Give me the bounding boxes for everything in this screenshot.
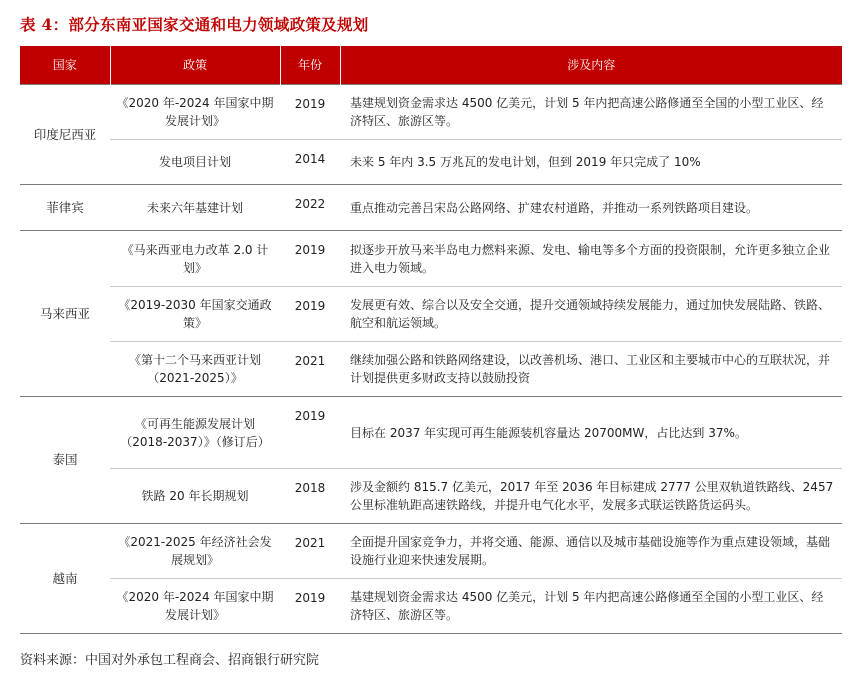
year-cell: 2019 [280, 579, 340, 634]
policy-cell: 《2019-2030 年国家交通政策》 [110, 287, 280, 342]
table-row [20, 287, 842, 342]
content-cell: 拟逐步开放马来半岛电力燃料来源、发电、输电等多个方面的投资限制，允许更多独立企业进入电力领域。 [340, 231, 842, 287]
policy-cell: 《2020 年-2024 年国家中期发展计划》 [110, 85, 280, 140]
policy-cell: 铁路 20 年长期规划 [110, 469, 280, 524]
content-cell: 基建规划资金需求达 4500 亿美元，计划 5 年内把高速公路修通至全国的小型工业区、经济特区、旅游区等。 [340, 579, 842, 634]
table-row [20, 397, 842, 469]
year-cell: 2021 [280, 524, 340, 579]
policy-cell: 《马来西亚电力改革 2.0 计划》 [110, 231, 280, 287]
table-row [20, 469, 842, 524]
country-cell-malaysia: 马来西亚 [20, 231, 110, 397]
table-row [20, 140, 842, 185]
content-cell: 全面提升国家竞争力，并将交通、能源、通信以及城市基础设施等作为重点建设领域，基础设施行业迎来快速发展期。 [340, 524, 842, 579]
year-cell: 2019 [280, 397, 340, 469]
content-cell: 发展更有效、综合以及安全交通，提升交通领域持续发展能力，通过加快发展陆路、铁路、航空和航运领域。 [340, 287, 842, 342]
header-country: 国家 [20, 46, 110, 85]
year-cell: 2021 [280, 342, 340, 397]
content-cell: 未来 5 年内 3.5 万兆瓦的发电计划，但到 2019 年只完成了 10% [340, 140, 842, 185]
policy-table [20, 46, 842, 634]
country-cell-vietnam: 越南 [20, 524, 110, 634]
table-row [20, 524, 842, 579]
header-row [20, 46, 842, 85]
country-cell-thailand: 泰国 [20, 397, 110, 524]
content-cell: 目标在 2037 年实现可再生能源装机容量达 20700MW，占比达到 37%。 [340, 397, 842, 469]
table-row [20, 579, 842, 634]
content-cell: 涉及金额约 815.7 亿美元，2017 年至 2036 年目标建成 2777 公里双轨道铁路线、2457 公里标准轨距高速铁路线，并提升电气化水平，发展多式联运铁路货运码头。 [340, 469, 842, 524]
policy-cell: 未来六年基建计划 [110, 185, 280, 231]
content-cell: 基建规划资金需求达 4500 亿美元，计划 5 年内把高速公路修通至全国的小型工业区、经济特区、旅游区等。 [340, 85, 842, 140]
year-cell: 2014 [280, 140, 340, 185]
source-note: 资料来源：中国对外承包工程商会、招商银行研究院 [20, 653, 320, 668]
country-cell-philippines: 菲律宾 [20, 185, 110, 231]
table-row [20, 231, 842, 287]
policy-cell: 《第十二个马来西亚计划（2021-2025）》 [110, 342, 280, 397]
policy-cell: 《可再生能源发展计划（2018-2037）》（修订后） [110, 397, 280, 469]
year-cell: 2019 [280, 231, 340, 287]
table-title: 表 4：部分东南亚国家交通和电力领域政策及规划 [20, 15, 369, 34]
year-cell: 2018 [280, 469, 340, 524]
header-content: 涉及内容 [340, 46, 842, 85]
content-cell: 重点推动完善吕宋岛公路网络、扩建农村道路，并推动一系列铁路项目建设。 [340, 185, 842, 231]
policy-cell: 发电项目计划 [110, 140, 280, 185]
year-cell: 2019 [280, 85, 340, 140]
table-row [20, 185, 842, 231]
country-cell-indonesia: 印度尼西亚 [20, 85, 110, 185]
year-cell: 2019 [280, 287, 340, 342]
policy-cell: 《2020 年-2024 年国家中期发展计划》 [110, 579, 280, 634]
header-year: 年份 [280, 46, 340, 85]
header-policy: 政策 [110, 46, 280, 85]
table-row [20, 342, 842, 397]
year-cell: 2022 [280, 185, 340, 231]
table-row [20, 85, 842, 140]
policy-cell: 《2021-2025 年经济社会发展规划》 [110, 524, 280, 579]
content-cell: 继续加强公路和铁路网络建设，以改善机场、港口、工业区和主要城市中心的互联状况，并计划提供更多财政支持以鼓励投资 [340, 342, 842, 397]
